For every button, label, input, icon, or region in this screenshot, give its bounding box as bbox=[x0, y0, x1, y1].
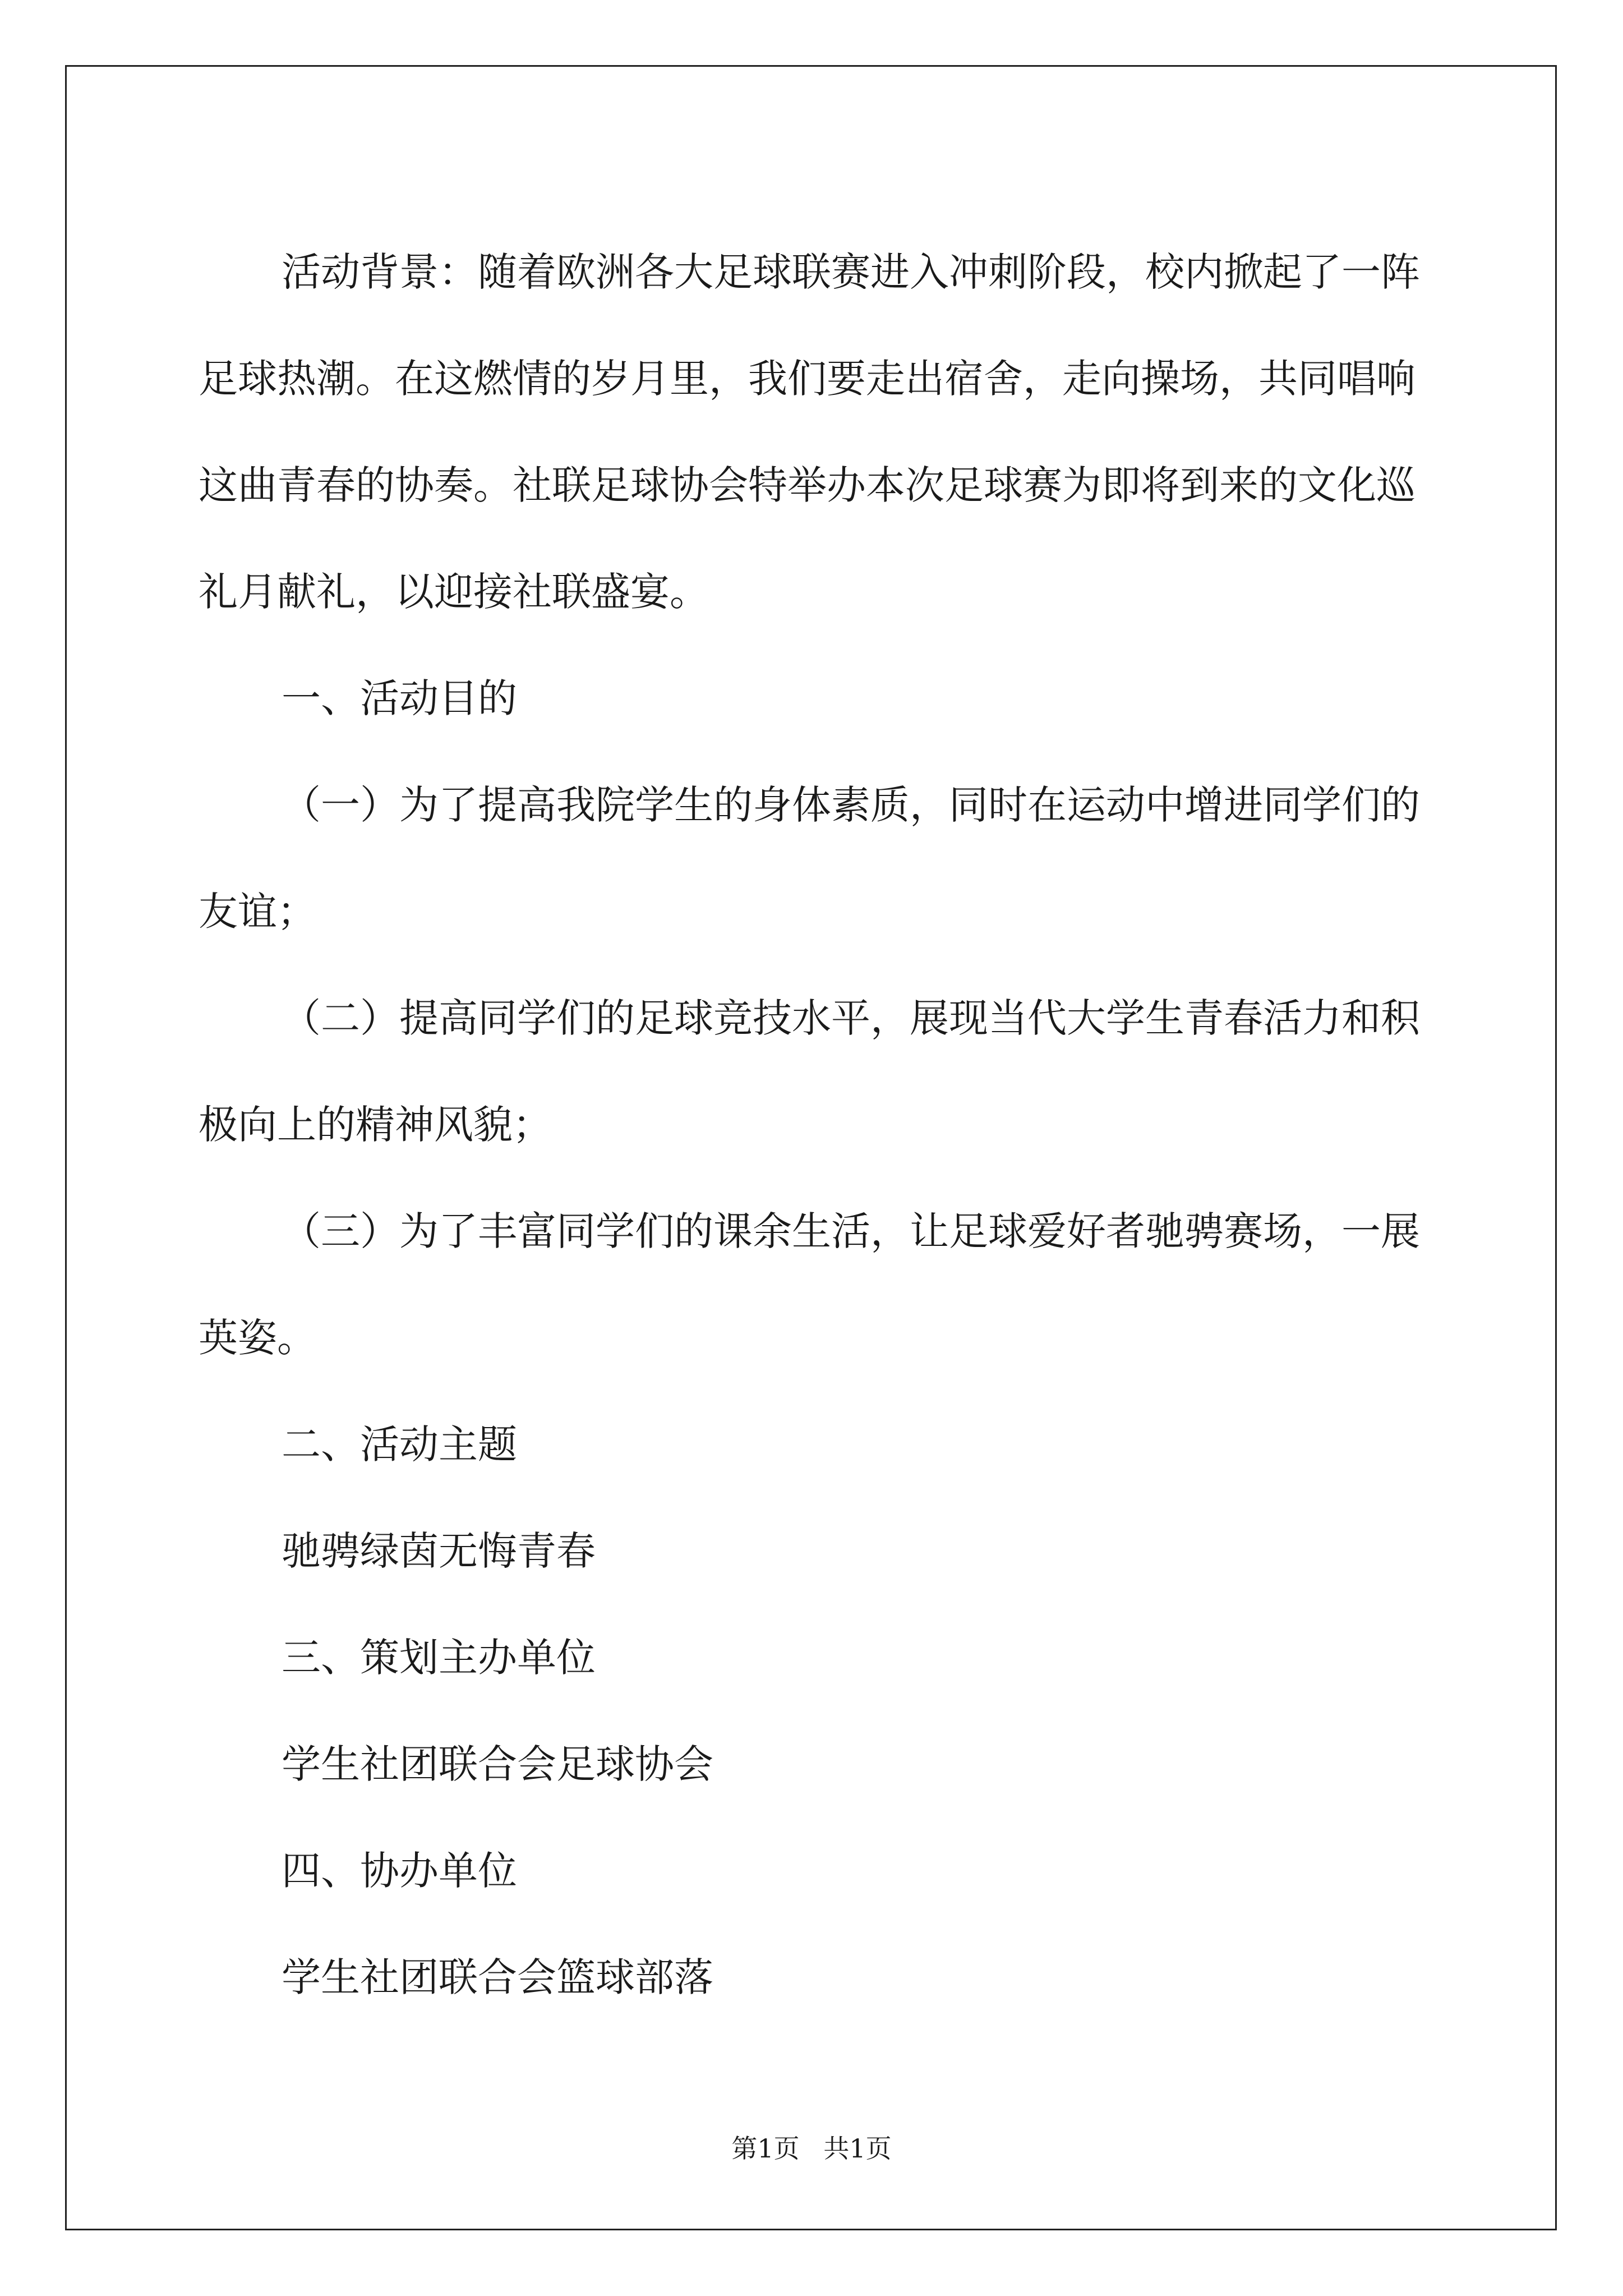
page-total: 共1页 bbox=[823, 2133, 892, 2164]
page-footer bbox=[0, 2132, 1623, 2165]
paragraph-purpose-1: （一）为了提高我院学生的身体素质，同时在运动中增进同学们的友谊； bbox=[199, 782, 1420, 935]
paragraph-theme: 驰骋绿茵无悔青春 bbox=[282, 1528, 596, 1574]
heading-theme: 二、活动主题 bbox=[282, 1421, 517, 1467]
paragraph-purpose-3: （三）为了丰富同学们的课余生活，让足球爱好者驰骋赛场，一展英姿。 bbox=[199, 1208, 1420, 1361]
paragraph-organizer: 学生社团联合会足球协会 bbox=[282, 1741, 713, 1787]
paragraph-background: 活动背景：随着欧洲各大足球联赛进入冲刺阶段，校内掀起了一阵足球热潮。在这燃情的岁月里，我们要走出宿舍，走向操场，共同唱响这曲青春的协奏。社联足球协会特举办本次足球赛为即将到来的文化巡礼月献礼，以迎接社联盛宴。 bbox=[199, 249, 1420, 615]
paragraph-co-organizer: 学生社团联合会篮球部落 bbox=[282, 1954, 713, 2000]
heading-organizer: 三、策划主办单位 bbox=[282, 1635, 596, 1681]
heading-co-organizer: 四、协办单位 bbox=[282, 1848, 517, 1894]
page-number: 第1页 bbox=[731, 2133, 800, 2164]
document-body bbox=[199, 219, 1430, 2031]
paragraph-purpose-2: （二）提高同学们的足球竞技水平，展现当代大学生青春活力和积极向上的精神风貌； bbox=[199, 995, 1420, 1148]
heading-purpose: 一、活动目的 bbox=[282, 675, 517, 721]
